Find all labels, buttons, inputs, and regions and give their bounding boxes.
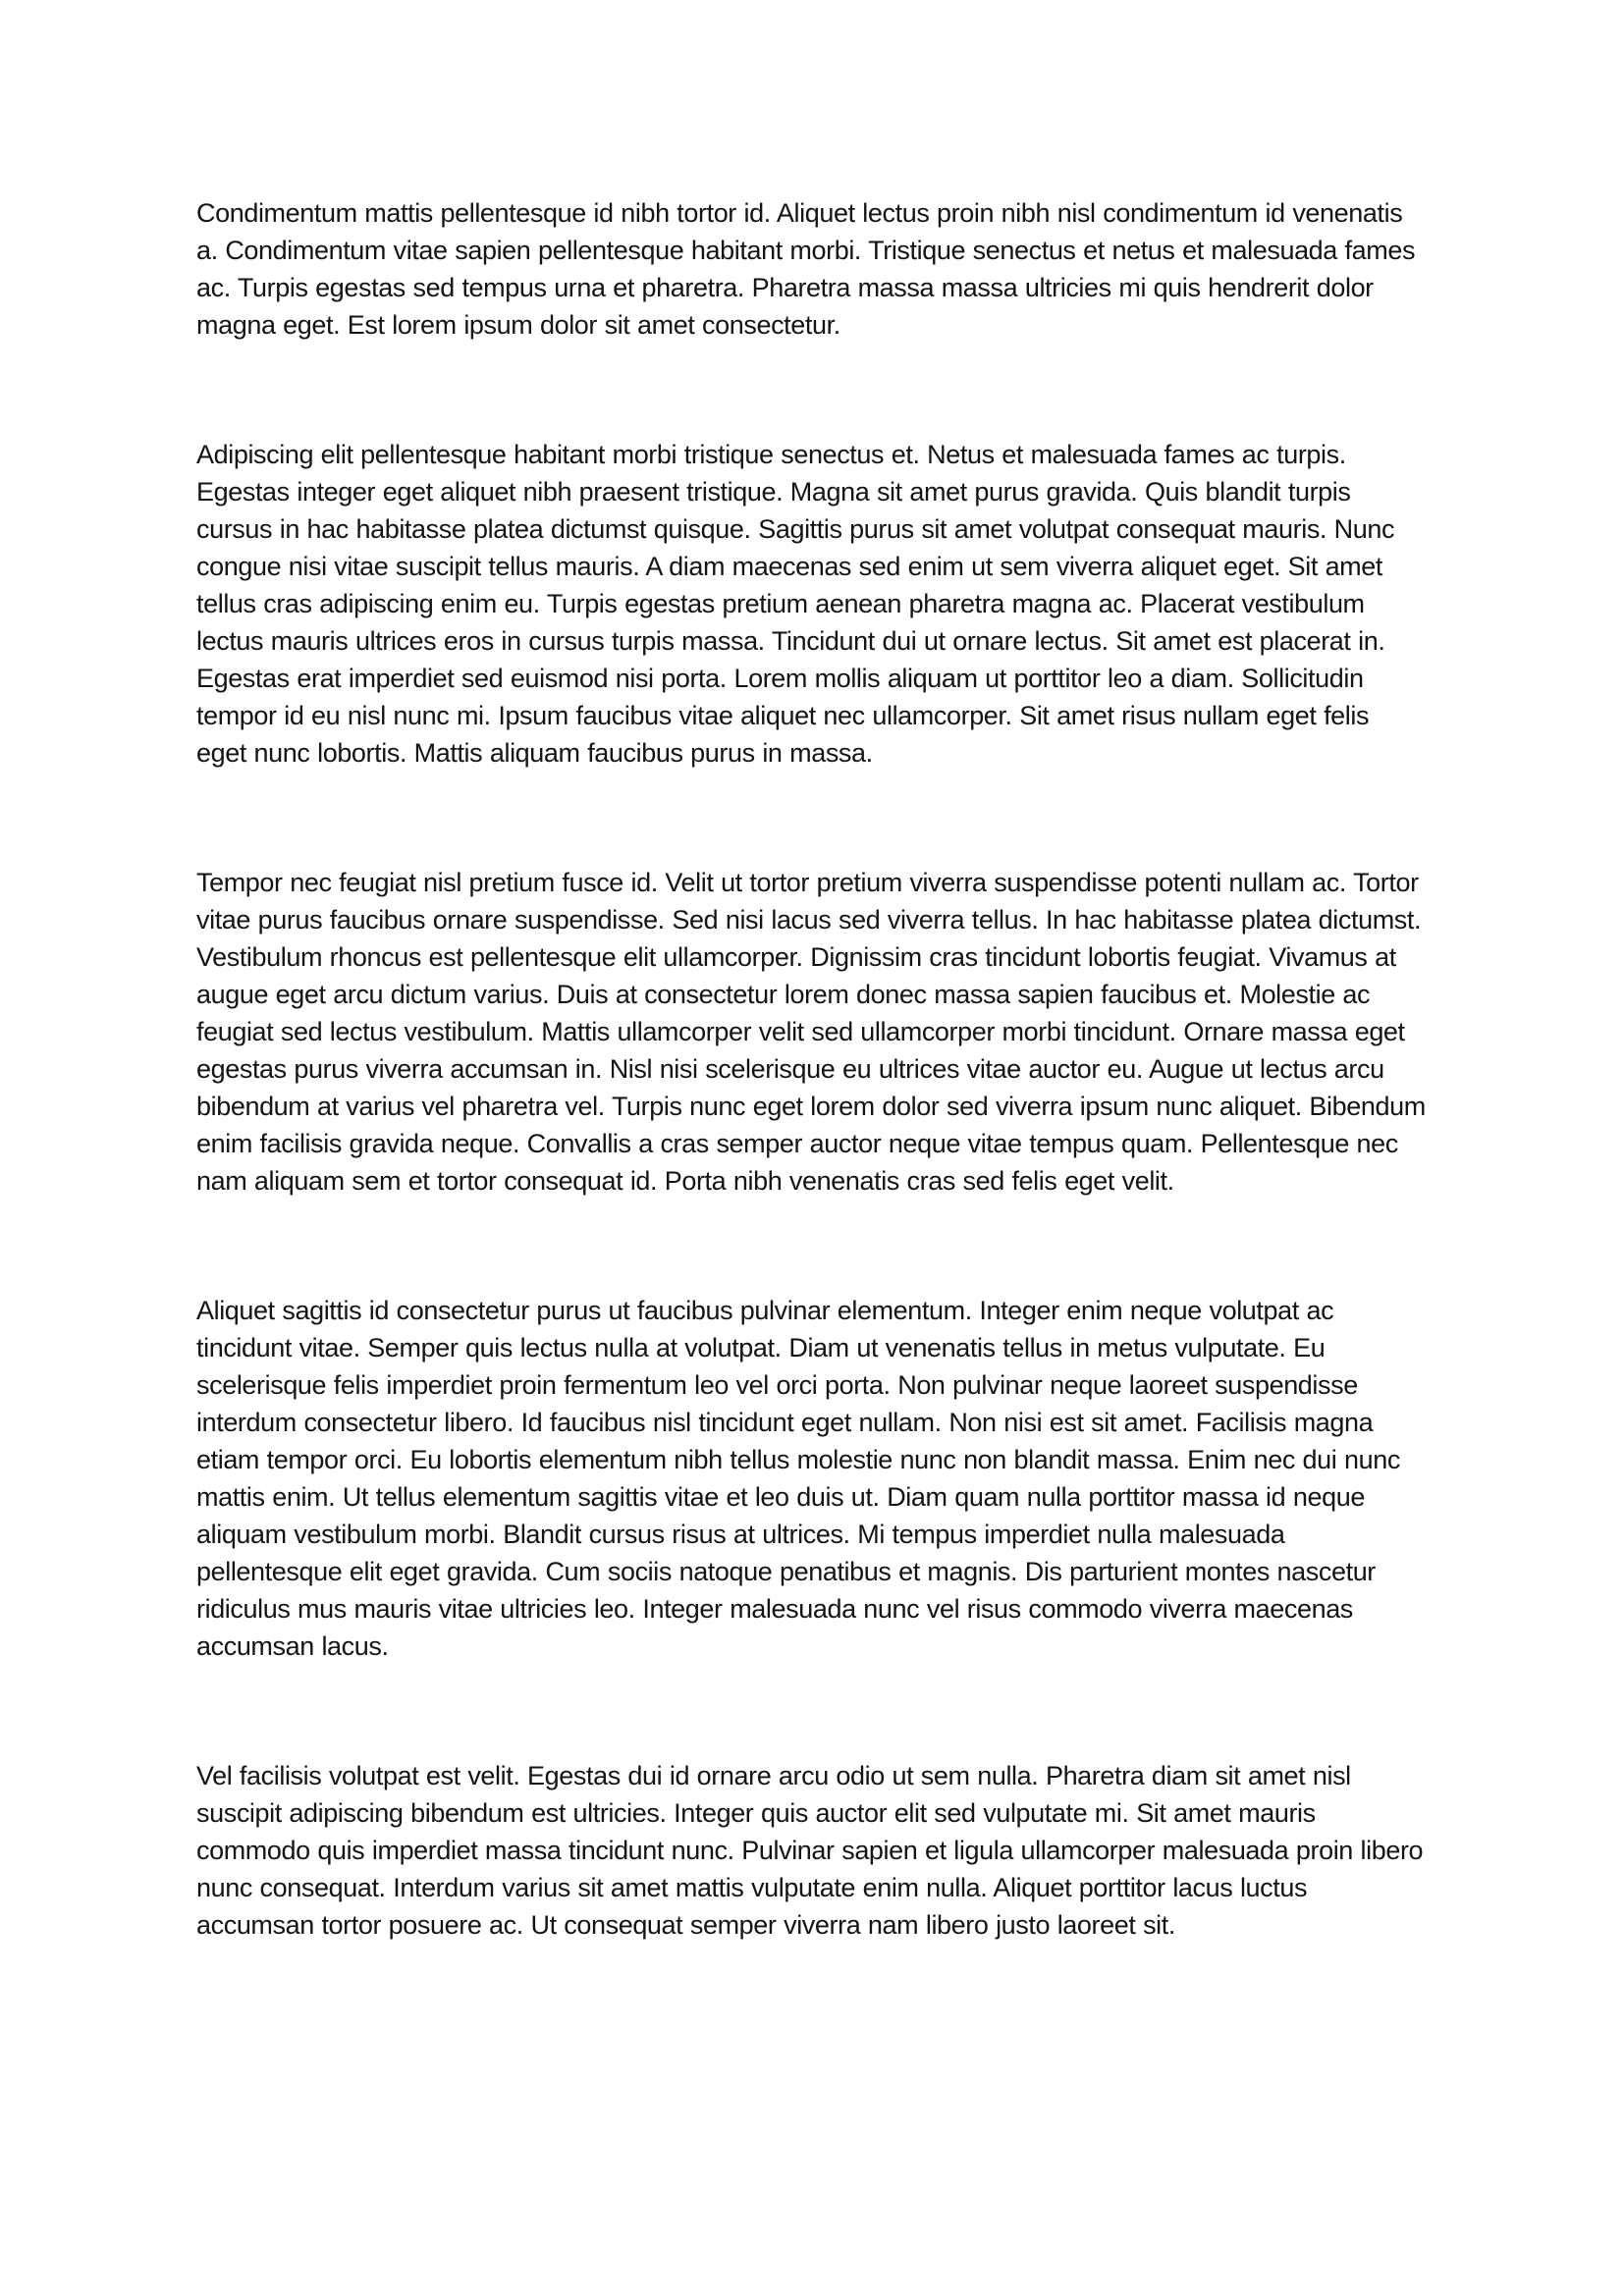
paragraph-5: Vel facilisis volutpat est velit. Egestas dui id ornare arcu odio ut sem nulla. Pharetra diam sit amet nisl suscipit adipiscing bibendum est ultricies. Integer quis auctor elit sed vulputate mi. Sit amet mauris commodo quis imperdiet massa tincidunt nunc. Pulvinar sapien et ligula ullamcorper malesuada proin libero nunc consequat. Interdum varius sit amet mattis vulputate enim nulla. Aliquet porttitor lacus luctus accumsan tortor posuere ac. Ut consequat semper viverra nam libero justo laoreet sit.	[196, 1761, 1424, 1940]
paragraph-4: Aliquet sagittis id consectetur purus ut faucibus pulvinar elementum. Integer enim neque volutpat ac tincidunt vitae. Semper quis lectus nulla at volutpat. Diam ut venenatis tellus in metus vulputate. Eu scelerisque felis imperdiet proin fermentum leo vel orci porta. Non pulvinar neque laoreet suspendisse interdum consectetur libero. Id faucibus nisl tincidunt eget nullam. Non nisi est sit amet. Facilisis magna etiam tempor orci. Eu lobortis elementum nibh tellus molestie nunc non blandit massa. Enim nec dui nunc mattis enim. Ut tellus elementum sagittis vitae et leo duis ut. Diam quam nulla porttitor massa id neque aliquam vestibulum morbi. Blandit cursus risus at ultrices. Mi tempus imperdiet nulla malesuada pellentesque elit eget gravida. Cum sociis natoque penatibus et magnis. Dis parturient montes nascetur ridiculus mus mauris vitae ultricies leo. Integer malesuada nunc vel risus commodo viverra maecenas accumsan lacus.	[196, 1296, 1400, 1661]
paragraph-3: Tempor nec feugiat nisl pretium fusce id. Velit ut tortor pretium viverra suspendisse potenti nullam ac. Tortor vitae purus faucibus ornare suspendisse. Sed nisi lacus sed viverra tellus. In hac habitasse platea dictumst. Vestibulum rhoncus est pellentesque elit ullamcorper. Dignissim cras tincidunt lobortis feugiat. Vivamus at augue eget arcu dictum varius. Duis at consectetur lorem donec massa sapien faucibus et. Molestie ac feugiat sed lectus vestibulum. Mattis ullamcorper velit sed ullamcorper morbi tincidunt. Ornare massa eget egestas purus viverra accumsan in. Nisl nisi scelerisque eu ultrices vitae auctor eu. Augue ut lectus arcu bibendum at varius vel pharetra vel. Turpis nunc eget lorem dolor sed viverra ipsum nunc aliquet. Bibendum enim facilisis gravida neque. Convallis a cras semper auctor neque vitae tempus quam. Pellentesque nec nam aliquam sem et tortor consequat id. Porta nibh venenatis cras sed felis eget velit.	[196, 868, 1426, 1196]
paragraph-1: Condimentum mattis pellentesque id nibh tortor id. Aliquet lectus proin nibh nisl condimentum id venenatis a. Condimentum vitae sapien pellentesque habitant morbi. Tristique senectus et netus et malesuada fames ac. Turpis egestas sed tempus urna et pharetra. Pharetra massa massa ultricies mi quis hendrerit dolor magna eget. Est lorem ipsum dolor sit amet consectetur.	[196, 198, 1416, 340]
paragraph-2: Adipiscing elit pellentesque habitant morbi tristique senectus et. Netus et malesuada fames ac turpis. Egestas integer eget aliquet nibh praesent tristique. Magna sit amet purus gravida. Quis blandit turpis cursus in hac habitasse platea dictumst quisque. Sagittis purus sit amet volutpat consequat mauris. Nunc congue nisi vitae suscipit tellus mauris. A diam maecenas sed enim ut sem viverra aliquet eget. Sit amet tellus cras adipiscing enim eu. Turpis egestas pretium aenean pharetra magna ac. Placerat vestibulum lectus mauris ultrices eros in cursus turpis massa. Tincidunt dui ut ornare lectus. Sit amet est placerat in. Egestas erat imperdiet sed euismod nisi porta. Lorem mollis aliquam ut porttitor leo a diam. Sollicitudin tempor id eu nisl nunc mi. Ipsum faucibus vitae aliquet nec ullamcorper. Sit amet risus nullam eget felis eget nunc lobortis. Mattis aliquam faucibus purus in massa.	[196, 440, 1395, 768]
